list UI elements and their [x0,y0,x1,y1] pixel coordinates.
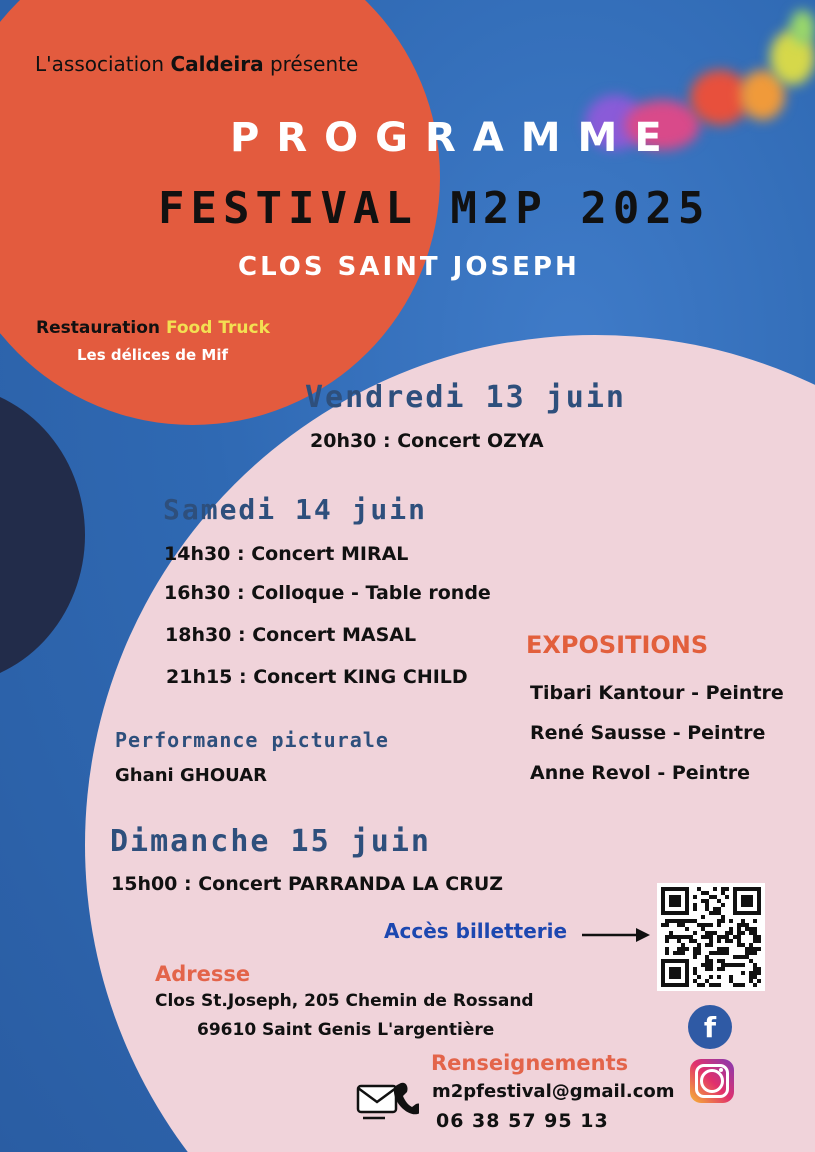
event-item: 16h30 : Colloque - Table ronde [164,582,491,604]
qr-code-icon[interactable] [657,883,765,991]
association-name: Caldeira [170,52,264,76]
address-line-1: Clos St.Joseph, 205 Chemin de Rossand [155,991,534,1011]
expositions-title: EXPOSITIONS [526,631,709,659]
food-truck-label: Food Truck [165,318,270,338]
billetterie-link[interactable]: Accès billetterie [384,919,568,943]
intro-text [35,52,358,76]
performance-artist: Ghani GHOUAR [115,765,267,786]
food-truck-name: Les délices de Mif [77,346,229,364]
contact-mail-phone-icon [355,1078,419,1122]
event-item: 15h00 : Concert PARRANDA LA CRUZ [111,873,504,895]
event-item: 18h30 : Concert MASAL [165,624,417,646]
event-item: 14h30 : Concert MIRAL [164,543,409,565]
performance-title: Performance picturale [115,728,389,752]
day-title-saturday: Samedi 14 juin [163,493,428,526]
day-title-friday: Vendredi 13 juin [305,380,626,415]
navy-circle [0,385,85,685]
venue-title: CLOS SAINT JOSEPH [238,252,580,282]
programme-heading: PROGRAMME [230,115,679,161]
intro-suffix: présente [269,52,359,76]
contact-phone[interactable]: 06 38 57 95 13 [436,1110,609,1132]
exposition-artist: Anne Revol - Peintre [530,762,751,784]
facebook-icon[interactable]: f [688,1005,732,1049]
info-title: Renseignements [431,1051,629,1075]
exposition-artist: Tibari Kantour - Peintre [530,682,784,704]
exposition-artist: René Sausse - Peintre [530,722,766,744]
arrow-right-icon [580,925,652,945]
address-line-2: 69610 Saint Genis L'argentière [197,1020,495,1040]
address-title: Adresse [155,962,251,986]
event-item: 21h15 : Concert KING CHILD [166,666,468,688]
restauration-label: Restauration [36,318,161,338]
festival-title: FESTIVAL M2P 2025 [158,183,711,234]
day-title-sunday: Dimanche 15 juin [110,824,431,859]
instagram-icon[interactable] [690,1059,734,1103]
event-item: 20h30 : Concert OZYA [310,430,544,452]
intro-prefix: L'association [35,52,165,76]
restauration-line [36,318,270,338]
contact-email[interactable]: m2pfestival@gmail.com [432,1081,675,1102]
